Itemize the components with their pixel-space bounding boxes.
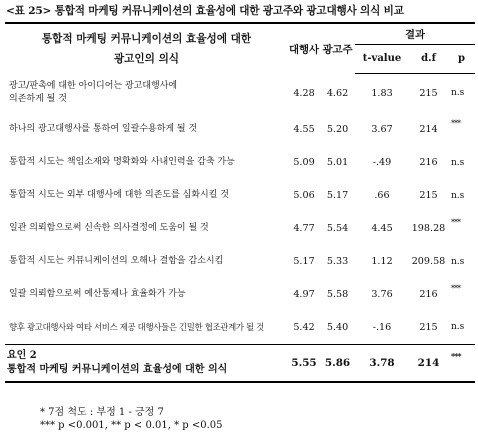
cell-p: *** (451, 284, 460, 293)
table-row (5, 212, 475, 245)
cell-tvalue: -.16 (372, 321, 392, 333)
table-row (5, 311, 475, 344)
cell-agency: 5.06 (293, 190, 315, 201)
table-caption: <표 25> 통합적 마케팅 커뮤니케이션의 효율성에 대한 광고주와 광고대행사 의식 비교 (6, 5, 404, 17)
total-df: 214 (409, 344, 448, 382)
table-row (5, 146, 475, 179)
total-p: *** (448, 344, 475, 382)
cell-tvalue: 3.67 (371, 124, 393, 135)
cell-df: 215 (419, 87, 438, 99)
cell-tvalue: 1.83 (371, 87, 393, 99)
note-significance: *** p <0.001, ** p < 0.01, * p <0.05 (40, 420, 223, 431)
total-agency: 5.55 (288, 344, 320, 382)
total-item-line1: 요인 2 (7, 349, 37, 361)
table-notes (40, 406, 222, 432)
row-item: 통합적 시도는 책임소재와 명확화와 사내인력을 감축 가능 (9, 157, 235, 167)
cell-agency: 4.55 (293, 124, 315, 135)
table-row (5, 179, 475, 212)
row-item: 통합적 시도는 외부 대행사에 대한 의존도를 심화시킬 것 (9, 190, 229, 200)
cell-tvalue: -.49 (372, 157, 392, 168)
row-item: 향후 광고대행사와 여타 서비스 제공 대행사들은 긴밀한 협조관계가 될 것 (9, 321, 264, 332)
cell-agency: 5.17 (293, 256, 315, 267)
cell-agency: 5.09 (293, 157, 315, 168)
header-item-line1: 통합적 마케팅 커뮤니케이션의 효율성에 대한 (41, 32, 252, 45)
comparison-table (5, 22, 475, 383)
row-item: 일관 의뢰함으로써 신속한 의사결정에 도움이 될 것 (9, 223, 209, 233)
header-result: 결과 (355, 23, 475, 44)
cell-advertiser: 5.54 (326, 223, 349, 234)
cell-tvalue: .66 (374, 190, 390, 201)
row-item: 하나의 광고대행사를 통하여 일괄수용하게 될 것 (9, 124, 198, 134)
cell-advertiser: 5.33 (326, 256, 349, 267)
table-row (5, 113, 475, 146)
cell-advertiser: 5.01 (326, 157, 349, 168)
cell-p: n.s (451, 190, 465, 201)
cell-p: *** (451, 218, 460, 227)
total-row (5, 344, 475, 382)
header-advertiser: 광고주 (320, 23, 355, 73)
cell-agency: 5.42 (293, 321, 315, 333)
cell-tvalue: 1.12 (371, 256, 393, 267)
cell-agency: 4.28 (293, 87, 315, 99)
table-row (5, 73, 475, 113)
cell-tvalue: 4.45 (371, 223, 393, 234)
header-tvalue: t-value (355, 44, 409, 73)
cell-advertiser: 4.62 (326, 87, 349, 99)
cell-df: 216 (419, 157, 438, 168)
row-item-line2: 의존하게 될 것 (9, 94, 67, 104)
cell-advertiser: 5.58 (326, 289, 349, 300)
header-item (5, 23, 288, 73)
cell-p: n.s (451, 157, 465, 168)
total-advertiser: 5.86 (320, 344, 355, 382)
header-item-line2: 광고인의 의식 (113, 52, 180, 65)
header-p: p (448, 44, 475, 73)
cell-p: n.s (451, 88, 465, 99)
cell-tvalue: 3.76 (371, 289, 393, 300)
cell-p: *** (451, 119, 460, 128)
total-item-line2: 통합적 마케팅 커뮤니케이션의 효율성에 대한 의식 (7, 363, 228, 375)
cell-p: n.s (451, 256, 465, 267)
total-item (5, 344, 288, 382)
cell-df: 198.28 (411, 223, 446, 234)
row-item: 통합적 시도는 커뮤니케이션의 오해나 결함을 감소시킴 (9, 256, 224, 266)
header-df: d.f (409, 44, 448, 73)
cell-df: 215 (419, 190, 438, 201)
cell-df: 215 (419, 321, 438, 333)
cell-df: 216 (419, 289, 438, 300)
header-agency: 대행사 (288, 23, 320, 73)
table-row (5, 245, 475, 278)
cell-p: n.s (451, 322, 465, 333)
cell-advertiser: 5.40 (326, 321, 349, 333)
row-item (5, 73, 288, 113)
row-item: 일괄 의뢰함으로써 예산통제나 효율화가 가능 (9, 289, 186, 299)
total-tvalue: 3.78 (355, 344, 409, 382)
row-item-line1: 광고/판촉에 대한 아이디어는 광고대행사에 (9, 81, 178, 91)
cell-df: 209.58 (411, 256, 446, 267)
note-scale: * 7점 척도 : 부정 1 - 긍정 7 (40, 407, 164, 418)
cell-df: 214 (419, 124, 438, 135)
cell-advertiser: 5.20 (326, 124, 349, 135)
table-row (5, 278, 475, 311)
cell-agency: 4.77 (293, 223, 315, 234)
cell-advertiser: 5.17 (326, 190, 349, 201)
cell-agency: 4.97 (293, 289, 315, 300)
